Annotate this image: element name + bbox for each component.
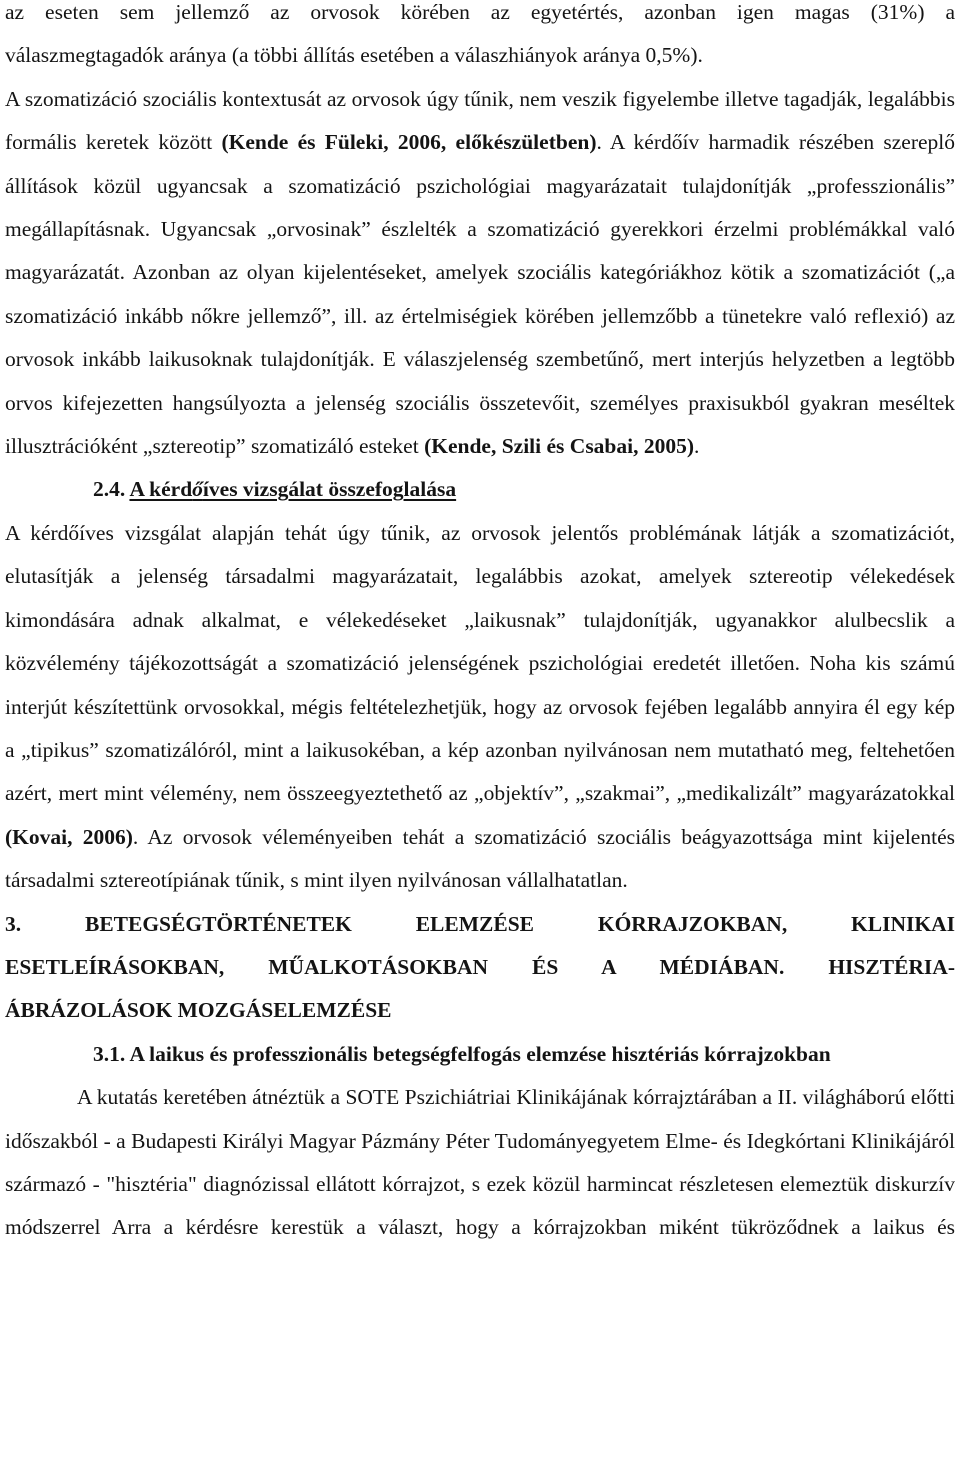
paragraph-social-context <box>5 78 955 469</box>
section-number: 3.1. <box>93 1041 126 1066</box>
section-heading-3-1 <box>93 1033 955 1076</box>
paragraph-text: . A kérdőív harmadik részében szereplő állítások közül ugyancsak a szomatizáció pszichológiai magyarázatait tulajdonítják „professzionális” megállapításnak. Ugyancsak „orvosinak” észlelték a szomatizáció gyerekkori érzelmi problémákkal való magyarázatát. Azonban az olyan kijelentéseket, amelyek szociális kategóriákhoz kötik a szomatizációt („a szomatizáció inkább nőkre jellemző”, ill. az értelmiségiek körében jellemzőbb a tünetekre való reflexió) az orvosok inkább laikusoknak tulajdonítják. E válaszjelenség szembetűnő, mert interjús helyzetben a legtöbb orvos kifejezetten hangsúlyozta a jelenség szociális összetevőit, személyes praxisukból gyakran meséltek illusztrációként „sztereotip” szomatizáló esteket <box>5 130 955 459</box>
paragraph-summary <box>5 512 955 903</box>
paragraph-text: . Az orvosok véleményeiben tehát a szomatizáció szociális beágyazottsága mint kijelentés társadalmi sztereotípiának tűnik, s mint ilyen nyilvánosan vállalhatatlan. <box>5 824 955 893</box>
section-title: A kérdőíves vizsgálat összefoglalása <box>129 477 457 502</box>
paragraph-text: A kérdőíves vizsgálat alapján tehát úgy tűnik, az orvosok jelentős problémának látják a szomatizációt, elutasítják a jelenség társadalmi magyarázatait, legalábbis azokat, amelyek sztereotip vélekedések kimondására adnak alkalmat, e vélekedéseket „laikusnak” tulajdonítják, ugyanakkor alulbecslik a közvélemény tájékozottságát a szomatizáció jelenségének pszichológiai eredetét illetően. Noha kis számú interjút készítettünk orvosokkal, mégis feltételezhetjük, hogy az orvosok fejében legalább annyira él egy kép a „tipikus” szomatizálóról, mint a laikusokéban, a kép azonban nyilvánosan nem mutatható meg, feltehetően azért, mert mint vélemény, nem összeegyeztethető az „objektív”, „szakmai”, „medikalizált” magyarázatokkal <box>5 520 955 806</box>
heading-line: ESETLEÍRÁSOKBAN, MŰALKOTÁSOKBAN ÉS A MÉDIÁBAN. HISZTÉRIA- <box>5 954 955 979</box>
paragraph-survey-result <box>5 0 955 78</box>
section-number: 2.4. <box>93 477 126 502</box>
paragraph-text: . <box>694 434 700 459</box>
paragraph-research <box>5 1076 955 1250</box>
section-title: A laikus és professzionális betegségfelfogás elemzése hisztériás kórrajzokban <box>129 1041 831 1066</box>
citation: (Kende, Szili és Csabai, 2005) <box>424 434 695 459</box>
heading-line: 3. BETEGSÉGTÖRTÉNETEK ELEMZÉSE KÓRRAJZOKBAN, KLINIKAI <box>5 911 955 936</box>
heading-line: ÁBRÁZOLÁSOK MOZGÁSELEMZÉSE <box>5 998 392 1023</box>
section-heading-2-4 <box>93 468 955 511</box>
paragraph-text: A szomatizáció szociális kontextusát az orvosok úgy tűnik, nem veszik figyelembe illetve tagadják, legalábbis formális keretek között <box>5 86 955 155</box>
chapter-heading-3 <box>5 903 955 1033</box>
paragraph-text: A kutatás keretében átnéztük a SOTE Pszichiátriai Klinikájának kórrajztárában a II. világháború előtti időszakból - a Budapesti Királyi Magyar Pázmány Péter Tudományegyetem Elme- és Idegkórtani Klinikájáról származó - "hisztéria" diagnózissal ellátott kórrajzot, s ezek közül harmincat részletesen elemeztük diskurzív módszerrel Arra a kérdésre kerestük a választ, hogy a kórrajzokban miként tükröződnek a laikus és <box>5 1085 955 1240</box>
citation: (Kovai, 2006) <box>5 824 133 849</box>
text-line: az eseten sem jellemző az orvosok körében az egyetértés, azonban igen magas (31%) a <box>5 0 955 24</box>
citation: (Kende és Füleki, 2006, előkészületben) <box>221 130 597 155</box>
text-line: válaszmegtagadók aránya (a többi állítás esetében a válaszhiányok aránya 0,5%). <box>5 43 703 68</box>
